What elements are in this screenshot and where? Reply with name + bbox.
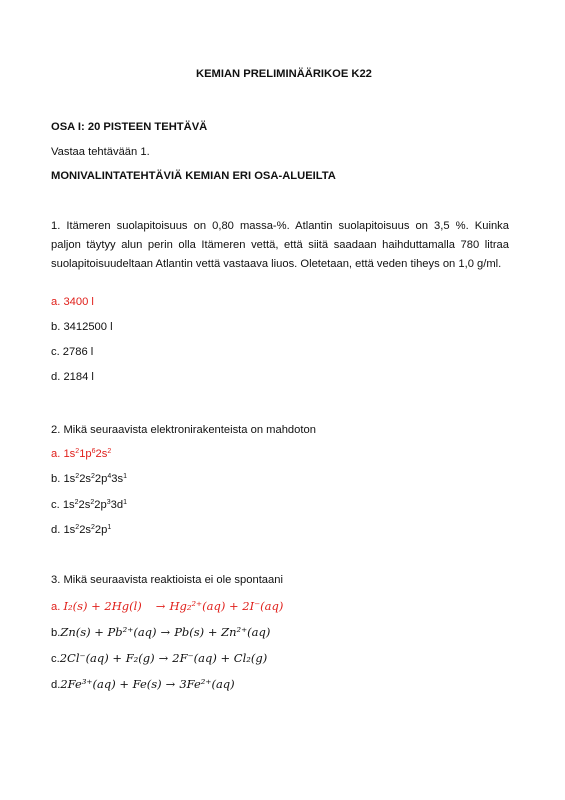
subheading: MONIVALINTATEHTÄVIÄ KEMIAN ERI OSA-ALUEILTA: [51, 170, 336, 182]
q1-option-d: d. 2184 l: [51, 371, 94, 383]
q3-option-c: c.2Cl⁻(aq) + F₂(g) → 2F⁻(aq) + Cl₂(g): [51, 651, 268, 665]
q3-option-d: d.2Fe³⁺(aq) + Fe(s) → 3Fe²⁺(aq): [51, 677, 235, 691]
q2-option-d: d. $1s^22s^22p^1$: [51, 524, 112, 536]
q2-option-a: a. $1s^21p^62s^2$: [51, 448, 112, 460]
q3-option-a: a. I₂(s) + 2Hg(l) → Hg₂²⁺(aq) + 2I⁻(aq): [51, 599, 284, 613]
document-title: KEMIAN PRELIMINÄÄRIKOE K22: [196, 68, 372, 80]
q1-option-b: b. 3412500 l: [51, 321, 113, 333]
question-3-text: 3. Mikä seuraavista reaktioista ei ole spontaani: [51, 574, 283, 586]
question-1-text: 1. Itämeren suolapitoisuus on 0,80 massa-%. Atlantin suolapitoisuus on 3,5 %. Kuinka paljon täytyy alun perin olla Itämeren vettä, että siitä saadaan haihduttamalla 780 litraa suolapitoisuudeltaan Atlantin vettä vastaava liuos. Oletetaan, että veden tiheys on 1,0 g/ml.: [51, 220, 509, 270]
instruction-text: Vastaa tehtävään 1.: [51, 146, 150, 158]
q1-option-a: a. 3400 l: [51, 296, 94, 308]
q1-option-c: c. 2786 l: [51, 346, 94, 358]
q2-option-b: b. $1s^22s^22p^43s^1$: [51, 473, 128, 485]
q2-option-c: c. $1s^22s^22p^33d^1$: [51, 499, 127, 511]
q3-option-b: b.Zn(s) + Pb²⁺(aq) → Pb(s) + Zn²⁺(aq): [51, 625, 271, 639]
question-2-text: 2. Mikä seuraavista elektronirakenteista on mahdoton: [51, 424, 316, 436]
section-heading: OSA I: 20 PISTEEN TEHTÄVÄ: [51, 121, 208, 133]
